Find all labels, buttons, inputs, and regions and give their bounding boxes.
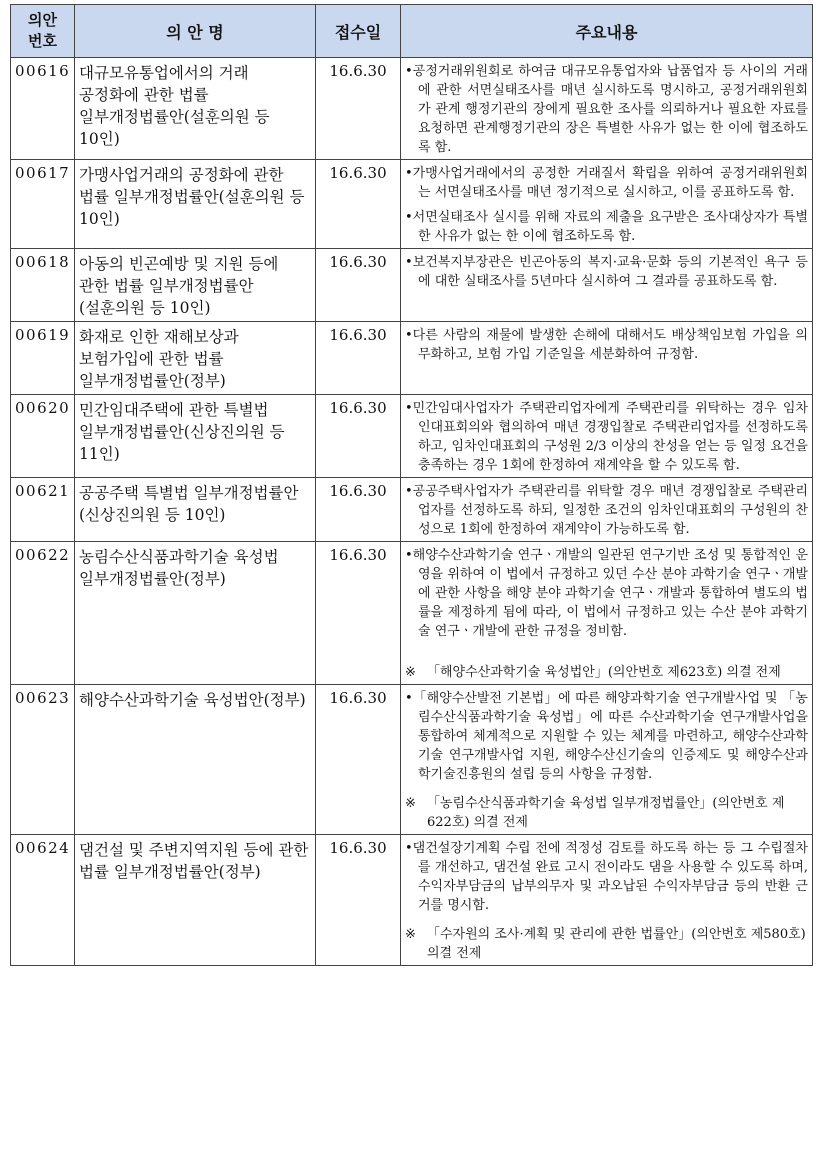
- content-bullet: [405, 62, 808, 157]
- bullet-mark: •: [405, 64, 413, 79]
- bill-table: [10, 4, 813, 966]
- bullet-text: 다른 사람의 재물에 발생한 손해에 대해서도 배상책임보험 가입을 의무화하고, 보험 가입 기준일을 세분화하여 규정함.: [412, 328, 808, 362]
- header-bill-number-line2: 번호: [28, 32, 57, 50]
- bullet-mark: •: [405, 841, 413, 856]
- content-bullet: [405, 164, 808, 202]
- note-text: 「해양수산과학기술 육성법안」(의안번호 제623호) 의결 전제: [427, 665, 781, 680]
- bullet-mark: •: [405, 166, 413, 181]
- bill-title: 공공주택 특별법 일부개정법률안(신상진의원 등 10인): [75, 478, 316, 542]
- bill-number: 00623: [11, 685, 75, 835]
- received-date: 16.6.30: [316, 685, 401, 835]
- received-date: 16.6.30: [316, 395, 401, 478]
- bill-title: 아동의 빈곤예방 및 지원 등에 관한 법률 일부개정법률안(설훈의원 등 10인): [75, 249, 316, 322]
- bill-title: 화재로 인한 재해보상과 보험가입에 관한 법률 일부개정법률안(정부): [75, 322, 316, 395]
- bullet-text: 민간임대사업자가 주택관리업자에게 주택관리를 위탁하는 경우 임차인대표회의와 협의하여 매년 경쟁입찰로 주택관리업자를 선정하도록 하고, 임차인대표회의 구성원 2/3 이상의 찬성을 얻는 등 일정 요건을 충족하는 경우 1회에 한정하여 재계약을 할 수 있도록 함.: [412, 401, 808, 473]
- content-bullet: [405, 253, 808, 291]
- received-date: 16.6.30: [316, 835, 401, 966]
- main-content: [401, 835, 813, 966]
- bill-row: [11, 160, 813, 249]
- bill-row: [11, 685, 813, 835]
- bullet-mark: •: [405, 210, 413, 225]
- received-date: 16.6.30: [316, 249, 401, 322]
- bullet-mark: •: [405, 548, 413, 563]
- received-date: 16.6.30: [316, 322, 401, 395]
- main-content: [401, 542, 813, 685]
- bill-row: [11, 322, 813, 395]
- note-text: 「수자원의 조사·계획 및 관리에 관한 법률안」(의안번호 제580호) 의결 전제: [427, 927, 806, 961]
- main-content: [401, 685, 813, 835]
- content-bullet: [405, 546, 808, 641]
- bill-title: 민간임대주택에 관한 특별법 일부개정법률안(신상진의원 등 11인): [75, 395, 316, 478]
- received-date: 16.6.30: [316, 160, 401, 249]
- header-received-date: 접수일: [316, 5, 401, 58]
- main-content: [401, 478, 813, 542]
- bill-row: [11, 478, 813, 542]
- bill-number: 00621: [11, 478, 75, 542]
- bullet-text: 공공주택사업자가 주택관리를 위탁할 경우 매년 경쟁입찰로 주택관리업자를 선정하도록 하되, 일정한 조건의 임차인대표회의 구성원의 찬성으로 1회에 한정하여 재계약이 가능하도록 함.: [412, 484, 808, 537]
- bill-number: 00616: [11, 58, 75, 160]
- note-mark: ※: [405, 927, 416, 942]
- bill-title: 해양수산과학기술 육성법안(정부): [75, 685, 316, 835]
- main-content: [401, 160, 813, 249]
- bill-row: [11, 542, 813, 685]
- bullet-mark: •: [405, 328, 413, 343]
- content-bullet: [405, 482, 808, 539]
- content-bullet: [405, 689, 808, 784]
- bill-number: 00617: [11, 160, 75, 249]
- received-date: 16.6.30: [316, 478, 401, 542]
- bullet-text: 댐건설장기계획 수립 전에 적정성 검토를 하도록 하는 등 그 수립절차를 개선하고, 댐건설 완료 고시 전이라도 댐을 사용할 수 있도록 하며, 수익자부담금의 납부의무자 및 과오납된 수익자부담금 등의 반환 근거를 명시함.: [412, 841, 808, 913]
- bill-number: 00622: [11, 542, 75, 685]
- bill-title: 가맹사업거래의 공정화에 관한 법률 일부개정법률안(설훈의원 등 10인): [75, 160, 316, 249]
- content-note: [405, 663, 808, 682]
- bill-number: 00618: [11, 249, 75, 322]
- bill-row: [11, 835, 813, 966]
- bill-row: [11, 249, 813, 322]
- bullet-text: 공정거래위원회로 하여금 대규모유통업자와 납품업자 등 사이의 거래에 관한 서면실태조사를 매년 실시하도록 명시하고, 공정거래위원회가 관계 행정기관의 장에게 필요한 조사를 의뢰하거나 필요한 자료를 요청하면 관계행정기관의 장은 특별한 사유가 없는 한 이에 협조하도록 함.: [412, 64, 808, 155]
- bullet-text: 「해양수산발전 기본법」에 따른 해양과학기술 연구개발사업 및 「농림수산식품과학기술 육성법」에 따른 수산과학기술 연구개발사업을 통합하여 체계적으로 지원할 수 있는 체계를 마련하고, 해양수산과학기술 연구개발사업 지원, 해양수산신기술의 인증제도 및 해양수산과학기술진흥원의 설립 등의 사항을 규정함.: [412, 691, 808, 782]
- header-main-content: 주요내용: [401, 5, 813, 58]
- content-bullet: [405, 326, 808, 364]
- note-text: 「농림수산식품과학기술 육성법 일부개정법률안」(의안번호 제622호) 의결 전제: [427, 796, 785, 830]
- bullet-mark: •: [405, 484, 413, 499]
- bullet-mark: •: [405, 255, 413, 270]
- note-mark: ※: [405, 665, 416, 680]
- bullet-mark: •: [405, 401, 413, 416]
- bill-number: 00620: [11, 395, 75, 478]
- bill-title: 댐건설 및 주변지역지원 등에 관한 법률 일부개정법률안(정부): [75, 835, 316, 966]
- bill-row: [11, 395, 813, 478]
- bill-row: [11, 58, 813, 160]
- bill-title: 농림수산식품과학기술 육성법 일부개정법률안(정부): [75, 542, 316, 685]
- bill-number: 00624: [11, 835, 75, 966]
- content-bullet: [405, 839, 808, 915]
- bullet-text: 서면실태조사 실시를 위해 자료의 제출을 요구받은 조사대상자가 특별한 사유가 없는 한 이에 협조하도록 함.: [412, 210, 808, 244]
- bullet-text: 가맹사업거래에서의 공정한 거래질서 확립을 위하여 공정거래위원회는 서면실태조사를 매년 정기적으로 실시하고, 이를 공표하도록 함.: [412, 166, 808, 200]
- note-mark: ※: [405, 796, 416, 811]
- header-bill-number: [11, 5, 75, 58]
- content-note: [405, 925, 808, 963]
- main-content: [401, 395, 813, 478]
- bill-title: 대규모유통업에서의 거래 공정화에 관한 법률 일부개정법률안(설훈의원 등 10인): [75, 58, 316, 160]
- bullet-mark: •: [405, 691, 413, 706]
- bill-rows: [11, 58, 813, 966]
- header-bill-number-line1: 의안: [28, 11, 57, 29]
- main-content: [401, 322, 813, 395]
- received-date: 16.6.30: [316, 58, 401, 160]
- main-content: [401, 249, 813, 322]
- content-note: [405, 794, 808, 832]
- header-bill-title: 의 안 명: [75, 5, 316, 58]
- bullet-text: 보건복지부장관은 빈곤아동의 복지·교육·문화 등의 기본적인 욕구 등에 대한 실태조사를 5년마다 실시하여 그 결과를 공표하도록 함.: [412, 255, 808, 289]
- content-bullet: [405, 399, 808, 475]
- content-bullet: [405, 208, 808, 246]
- bullet-text: 해양수산과학기술 연구ㆍ개발의 일관된 연구기반 조성 및 통합적인 운영을 위하여 이 법에서 규정하고 있던 수산 분야 과학기술 연구ㆍ개발에 관한 사항을 해양 분야 과학기술 연구ㆍ개발과 통합하여 별도의 법률을 제정하게 됨에 따라, 이 법에서 규정하고 있는 수산 분야 과학기술 연구ㆍ개발에 관한 규정을 정비함.: [412, 548, 808, 639]
- received-date: 16.6.30: [316, 542, 401, 685]
- main-content: [401, 58, 813, 160]
- header-row: [11, 5, 813, 58]
- bill-number: 00619: [11, 322, 75, 395]
